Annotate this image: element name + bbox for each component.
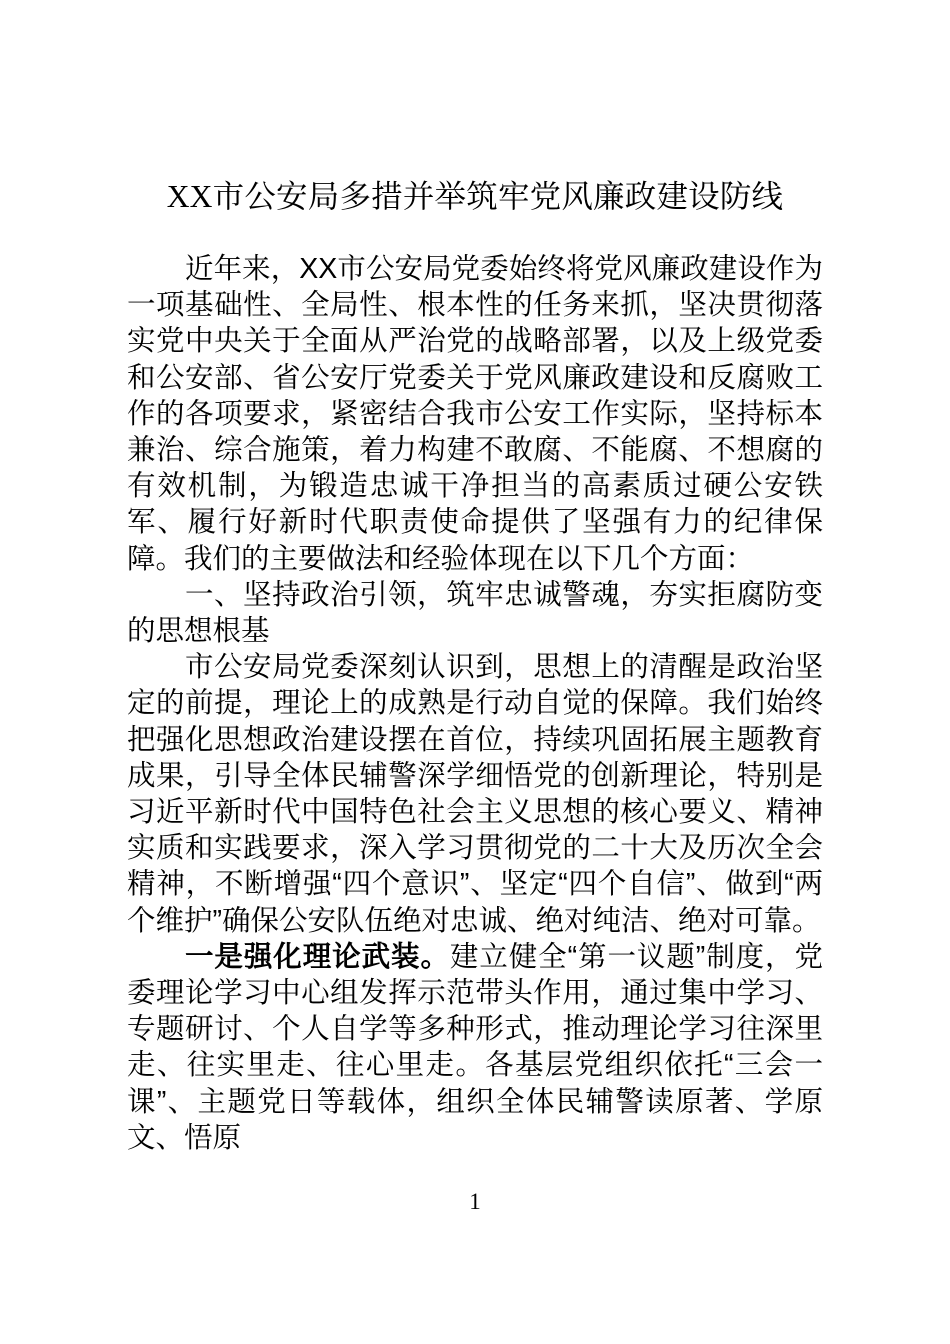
paragraph-item-1-lead: 一是强化理论武装。 bbox=[185, 940, 450, 973]
paragraph-item-1-text: 建立健全“第一议题”制度，党委理论学习中心组发挥示范带头作用，通过集中学习、专题研讨、个人自学等多种形式，推动理论学习往深里走、往实里走、往心里走。各基层党组织依托“三会一课”、主题党日等载体，组织全体民辅警读原著、学原文、悟原 bbox=[127, 940, 823, 1154]
document-body bbox=[127, 160, 823, 1156]
title-latin-prefix: XX bbox=[166, 179, 213, 214]
paragraph-section-1-heading: 一、坚持政治引领，筑牢忠诚警魂，夯实拒腐防变的思想根基 bbox=[127, 578, 823, 648]
title-text: 市公安局多措并举筑牢党风廉政建设防线 bbox=[212, 178, 784, 214]
page-title bbox=[127, 160, 823, 233]
paragraph-intro: 近年来，XX市公安局党委始终将党风廉政建设作为一项基础性、全局性、根本性的任务来抓，坚决贯彻落实党中央关于全面从严治党的战略部署，以及上级党委和公安部、省公安厅党委关于党风廉政建设和反腐败工作的各项要求，紧密结合我市公安工作实际，坚持标本兼治、综合施策，着力构建不敢腐、不能腐、不想腐的有效机制，为锻造忠诚干净担当的高素质过硬公安铁军、履行好新时代职责使命提供了坚强有力的纪律保障。我们的主要做法和经验体现在以下几个方面： bbox=[127, 253, 823, 575]
paragraph-section-1-body: 市公安局党委深刻认识到，思想上的清醒是政治坚定的前提，理论上的成熟是行动自觉的保障。我们始终把强化思想政治建设摆在首位，持续巩固拓展主题教育成果，引导全体民辅警深学细悟党的创新理论，特别是习近平新时代中国特色社会主义思想的核心要义、精神实质和实践要求，深入学习贯彻党的二十大及历次全会精神，不断增强“四个意识”、坚定“四个自信”、做到“两个维护”确保公安队伍绝对忠诚、绝对纯洁、绝对可靠。 bbox=[127, 651, 823, 937]
paragraph-item-1 bbox=[127, 939, 823, 1156]
page-number: 1 bbox=[469, 1189, 481, 1214]
